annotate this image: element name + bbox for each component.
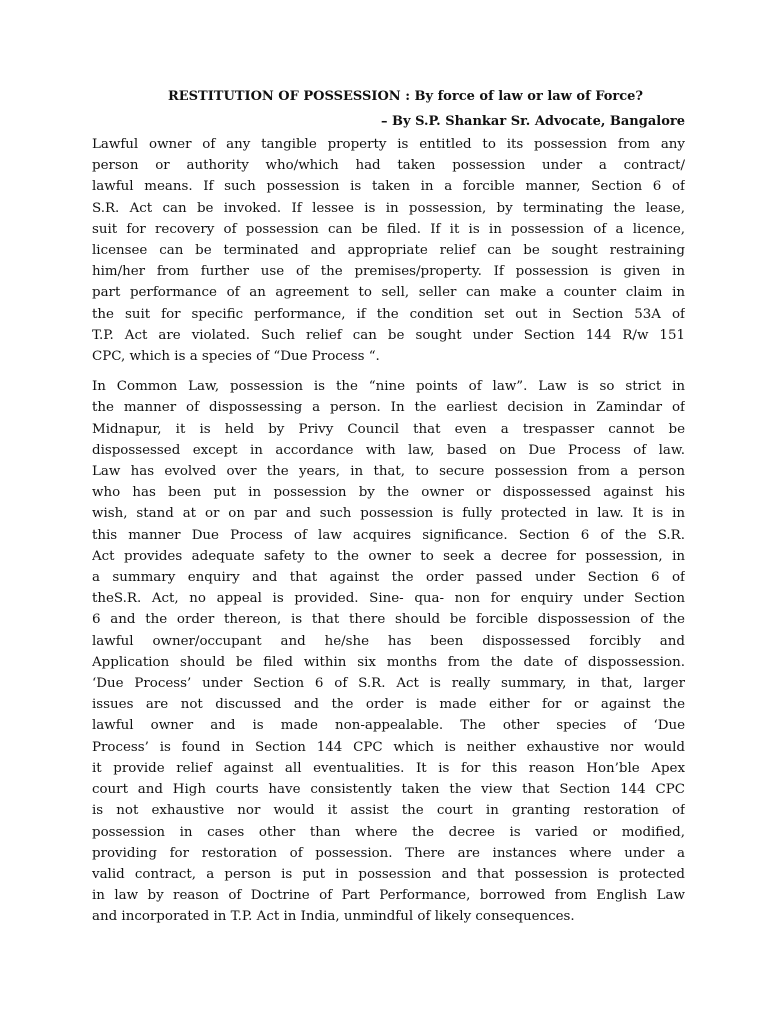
paragraph-line: lawful means. If such possession is taken in a forcible manner, Section 6 of	[92, 179, 685, 195]
paragraph-line: licensee can be terminated and appropriate relief can be sought restraining	[92, 243, 685, 259]
paragraph-line: person or authority who/which had taken possession under a contract/	[92, 158, 685, 174]
paragraph-line: in law by reason of Doctrine of Part Performance, borrowed from English Law	[92, 888, 685, 904]
paragraph-1	[92, 134, 685, 367]
paragraph-line: a summary enquiry and that against the order passed under Section 6 of	[92, 570, 685, 586]
paragraph-line: it provide relief against all eventualities. It is for this reason Hon’ble Apex	[92, 760, 685, 776]
paragraph-line: 6 and the order thereon, is that there should be forcible dispossession of the	[92, 612, 685, 628]
paragraph-line: T.P. Act are violated. Such relief can be sought under Section 144 R/w 151	[92, 327, 685, 343]
paragraph-line: ‘Due Process’ under Section 6 of S.R. Act is really summary, in that, larger	[92, 676, 685, 692]
paragraph-line: wish, stand at or on par and such possession is fully protected in law. It is in	[92, 506, 685, 522]
paragraph-line: issues are not discussed and the order is made either for or against the	[92, 697, 685, 713]
paragraph-line: him/her from further use of the premises/property. If possession is given in	[92, 264, 685, 280]
paragraph-line: S.R. Act can be invoked. If lessee is in possession, by terminating the lease,	[92, 200, 685, 216]
paragraph-line: lawful owner and is made non-appealable. The other species of ‘Due	[92, 718, 685, 734]
paragraph-line: is not exhaustive nor would it assist the court in granting restoration of	[92, 803, 685, 819]
paragraph-line: CPC, which is a species of “Due Process “.	[92, 349, 380, 365]
paragraph-line: theS.R. Act, no appeal is provided. Sine- qua- non for enquiry under Section	[92, 591, 685, 607]
paragraph-line: the suit for specific performance, if the condition set out in Section 53A of	[92, 306, 685, 322]
paragraph-line: lawful owner/occupant and he/she has been dispossessed forcibly and	[92, 633, 685, 649]
paragraph-line: and incorporated in T.P. Act in India, unmindful of likely consequences.	[92, 909, 575, 925]
paragraph-line: who has been put in possession by the owner or dispossessed against his	[92, 485, 685, 501]
paragraph-line: providing for restoration of possession. There are instances where under a	[92, 845, 685, 861]
paragraph-line: possession in cases other than where the decree is varied or modified,	[92, 824, 685, 840]
paragraph-line: Act provides adequate safety to the owner to seek a decree for possession, in	[92, 548, 685, 564]
paragraph-line: In Common Law, possession is the “nine points of law”. Law is so strict in	[92, 379, 685, 395]
paragraph-line: Midnapur, it is held by Privy Council that even a trespasser cannot be	[92, 421, 685, 437]
paragraph-line: part performance of an agreement to sell, seller can make a counter claim in	[92, 285, 685, 301]
paragraph-line: court and High courts have consistently taken the view that Section 144 CPC	[92, 782, 685, 798]
document-page	[92, 86, 685, 928]
paragraph-line: this manner Due Process of law acquires significance. Section 6 of the S.R.	[92, 527, 685, 543]
document-title: RESTITUTION OF POSSESSION : By force of law or law of Force?	[167, 89, 644, 104]
paragraph-line: Lawful owner of any tangible property is entitled to its possession from any	[92, 137, 685, 152]
paragraph-line: Process’ is found in Section 144 CPC which is neither exhaustive nor would	[92, 739, 685, 755]
paragraph-line: Law has evolved over the years, in that, to secure possession from a person	[92, 464, 685, 480]
paragraph-line: dispossessed except in accordance with law, based on Due Process of law.	[92, 442, 685, 458]
paragraph-line: the manner of dispossessing a person. In the earliest decision in Zamindar of	[92, 400, 685, 416]
paragraph-line: suit for recovery of possession can be filed. If it is in possession of a licence,	[92, 221, 685, 237]
document-author: – By S.P. Shankar Sr. Advocate, Bangalore	[380, 114, 685, 129]
paragraph-line: Application should be filed within six months from the date of dispossession.	[92, 654, 685, 670]
paragraph-line: valid contract, a person is put in possession and that possession is protected	[92, 866, 685, 882]
paragraph-2	[92, 376, 685, 927]
